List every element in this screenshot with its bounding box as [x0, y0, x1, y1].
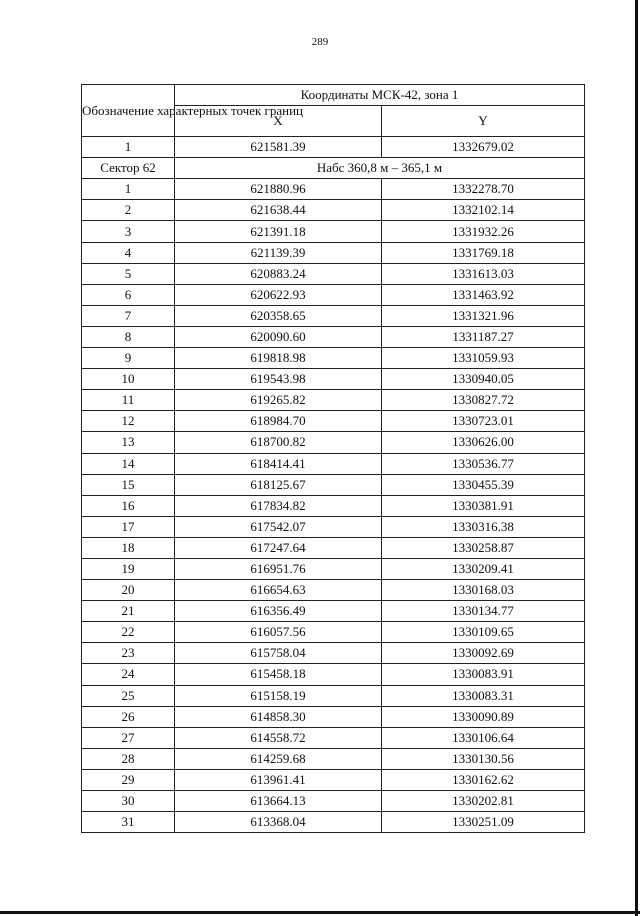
table-row — [82, 601, 585, 622]
table-row — [82, 284, 585, 305]
x-cell: 616057.56 — [175, 622, 382, 643]
x-cell: 620622.93 — [175, 284, 382, 305]
x-cell: 620090.60 — [175, 326, 382, 347]
point-cell: 3 — [82, 221, 175, 242]
point-cell: 30 — [82, 791, 175, 812]
table-row — [82, 558, 585, 579]
x-cell: 618984.70 — [175, 411, 382, 432]
point-cell: 1 — [82, 179, 175, 200]
x-cell: 620883.24 — [175, 263, 382, 284]
table-row — [82, 516, 585, 537]
x-cell: 618125.67 — [175, 474, 382, 495]
table-row — [82, 179, 585, 200]
table-row — [82, 643, 585, 664]
header-row-1 — [82, 85, 585, 106]
y-cell: 1330940.05 — [382, 369, 585, 390]
x-cell: 617247.64 — [175, 537, 382, 558]
sector-row — [82, 158, 585, 179]
y-cell: 1330209.41 — [382, 558, 585, 579]
y-cell: 1330258.87 — [382, 537, 585, 558]
point-cell: 28 — [82, 748, 175, 769]
y-cell: 1331187.27 — [382, 326, 585, 347]
table-row — [82, 537, 585, 558]
y-cell: 1330168.03 — [382, 580, 585, 601]
x-cell: 614558.72 — [175, 727, 382, 748]
y-header: Y — [382, 106, 585, 137]
point-cell: 31 — [82, 812, 175, 833]
point-cell: 23 — [82, 643, 175, 664]
y-cell: 1330455.39 — [382, 474, 585, 495]
y-cell: 1330827.72 — [382, 390, 585, 411]
x-cell: 613368.04 — [175, 812, 382, 833]
table-row — [82, 411, 585, 432]
x-cell: 616654.63 — [175, 580, 382, 601]
point-cell: 27 — [82, 727, 175, 748]
table-row — [82, 242, 585, 263]
x-cell: 615758.04 — [175, 643, 382, 664]
table-row — [82, 474, 585, 495]
point-cell: 7 — [82, 305, 175, 326]
point-cell: 2 — [82, 200, 175, 221]
table-row — [82, 495, 585, 516]
y-cell: 1331463.92 — [382, 284, 585, 305]
y-cell: 1330090.89 — [382, 706, 585, 727]
x-cell: 615458.18 — [175, 664, 382, 685]
x-cell: 619818.98 — [175, 348, 382, 369]
y-cell: 1330381.91 — [382, 495, 585, 516]
boundary-points-header: Обозначение характерных точек границ — [82, 85, 175, 137]
table-row — [82, 200, 585, 221]
point-cell: 26 — [82, 706, 175, 727]
y-cell: 1330202.81 — [382, 791, 585, 812]
y-cell: 1330536.77 — [382, 453, 585, 474]
x-cell: 613961.41 — [175, 769, 382, 790]
x-header: X — [175, 106, 382, 137]
x-cell: 619265.82 — [175, 390, 382, 411]
point-cell: 13 — [82, 432, 175, 453]
table-row — [82, 685, 585, 706]
point-cell: 14 — [82, 453, 175, 474]
table-row — [82, 305, 585, 326]
y-cell: 1330106.64 — [382, 727, 585, 748]
table-row — [82, 812, 585, 833]
table-row — [82, 769, 585, 790]
table-row — [82, 791, 585, 812]
y-cell: 1330251.09 — [382, 812, 585, 833]
x-cell: 614259.68 — [175, 748, 382, 769]
x-cell: 614858.30 — [175, 706, 382, 727]
y-cell: 1330130.56 — [382, 748, 585, 769]
point-cell: 4 — [82, 242, 175, 263]
point-cell: 11 — [82, 390, 175, 411]
x-cell: 620358.65 — [175, 305, 382, 326]
y-cell: 1330162.62 — [382, 769, 585, 790]
page-number: 289 — [311, 36, 329, 48]
point-cell: 24 — [82, 664, 175, 685]
coordinates-table — [81, 84, 585, 833]
y-cell: 1332679.02 — [382, 137, 585, 158]
height-range: Набс 360,8 м – 365,1 м — [175, 158, 585, 179]
x-cell: 615158.19 — [175, 685, 382, 706]
x-cell: 616951.76 — [175, 558, 382, 579]
table-row — [82, 580, 585, 601]
point-cell: 29 — [82, 769, 175, 790]
table-row — [82, 326, 585, 347]
table-row — [82, 432, 585, 453]
x-cell: 617834.82 — [175, 495, 382, 516]
coordinates-header: Координаты МСК-42, зона 1 — [175, 85, 585, 106]
point-cell: 6 — [82, 284, 175, 305]
y-cell: 1330316.38 — [382, 516, 585, 537]
table-row — [82, 453, 585, 474]
table-row — [82, 263, 585, 284]
y-cell: 1331932.26 — [382, 221, 585, 242]
x-cell: 621880.96 — [175, 179, 382, 200]
point-cell: 25 — [82, 685, 175, 706]
point-cell: 9 — [82, 348, 175, 369]
point-cell: 17 — [82, 516, 175, 537]
table-row — [82, 348, 585, 369]
y-cell: 1331769.18 — [382, 242, 585, 263]
table-row — [82, 706, 585, 727]
x-cell: 618700.82 — [175, 432, 382, 453]
point-cell: 10 — [82, 369, 175, 390]
x-cell: 618414.41 — [175, 453, 382, 474]
point-cell: 20 — [82, 580, 175, 601]
y-cell: 1330626.00 — [382, 432, 585, 453]
point-cell: 1 — [82, 137, 175, 158]
point-cell: 12 — [82, 411, 175, 432]
sector-label: Сектор 62 — [82, 158, 175, 179]
x-cell: 621638.44 — [175, 200, 382, 221]
y-cell: 1330083.91 — [382, 664, 585, 685]
y-cell: 1331321.96 — [382, 305, 585, 326]
table-row — [82, 727, 585, 748]
point-cell: 21 — [82, 601, 175, 622]
table-row — [82, 664, 585, 685]
table-row — [82, 748, 585, 769]
table-body — [82, 85, 585, 833]
scan-border-bottom — [0, 911, 640, 914]
y-cell: 1330723.01 — [382, 411, 585, 432]
table-row — [82, 369, 585, 390]
point-cell: 5 — [82, 263, 175, 284]
point-cell: 19 — [82, 558, 175, 579]
y-cell: 1330109.65 — [382, 622, 585, 643]
scan-border-right — [635, 0, 638, 916]
y-cell: 1331613.03 — [382, 263, 585, 284]
y-cell: 1330134.77 — [382, 601, 585, 622]
x-cell: 621581.39 — [175, 137, 382, 158]
point-cell: 18 — [82, 537, 175, 558]
x-cell: 621391.18 — [175, 221, 382, 242]
y-cell: 1332278.70 — [382, 179, 585, 200]
x-cell: 617542.07 — [175, 516, 382, 537]
point-cell: 15 — [82, 474, 175, 495]
y-cell: 1330083.31 — [382, 685, 585, 706]
table-row — [82, 622, 585, 643]
point-cell: 8 — [82, 326, 175, 347]
table-row — [82, 221, 585, 242]
y-cell: 1331059.93 — [382, 348, 585, 369]
point-cell: 16 — [82, 495, 175, 516]
x-cell: 616356.49 — [175, 601, 382, 622]
y-cell: 1330092.69 — [382, 643, 585, 664]
table-row — [82, 137, 585, 158]
table-row — [82, 390, 585, 411]
x-cell: 619543.98 — [175, 369, 382, 390]
point-cell: 22 — [82, 622, 175, 643]
x-cell: 613664.13 — [175, 791, 382, 812]
x-cell: 621139.39 — [175, 242, 382, 263]
y-cell: 1332102.14 — [382, 200, 585, 221]
